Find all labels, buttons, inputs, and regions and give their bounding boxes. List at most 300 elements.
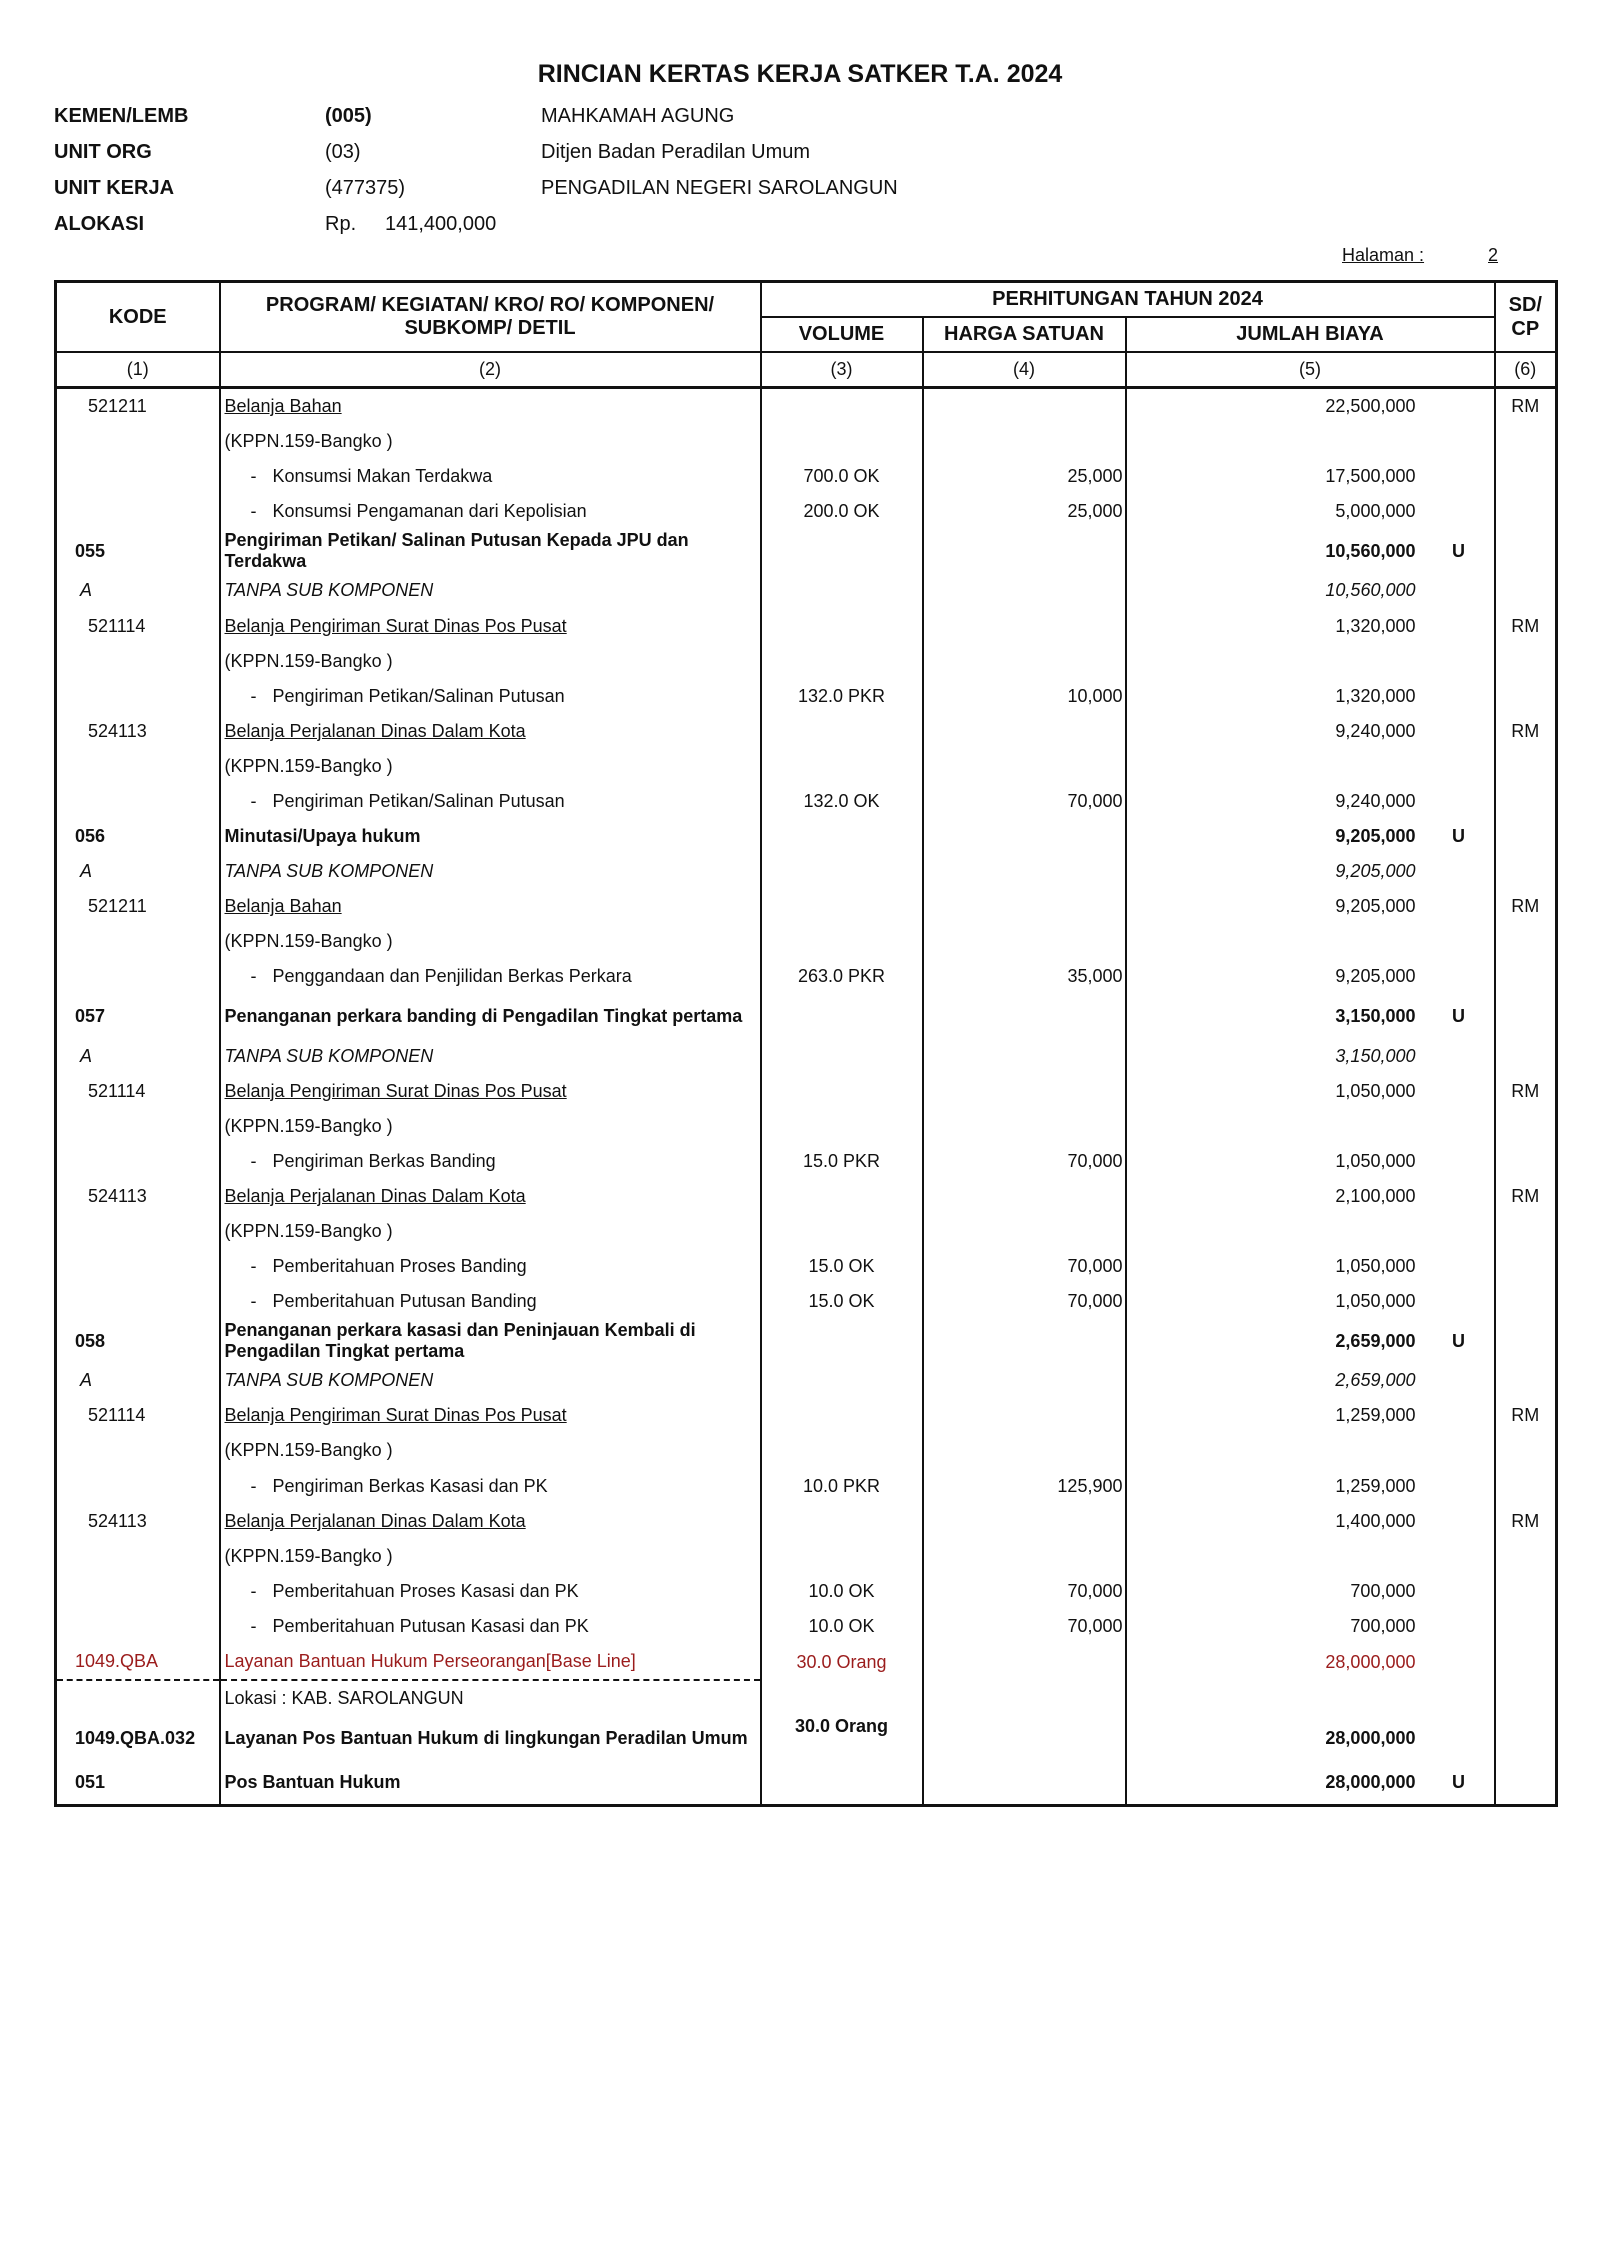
row-flag (1424, 1039, 1495, 1074)
row-description (220, 924, 761, 959)
row-sdcp (1495, 1469, 1557, 1504)
row-jumlah-biaya: 9,205,000 (1126, 819, 1424, 854)
row-sdcp (1495, 1716, 1557, 1760)
row-harga-satuan (923, 995, 1126, 1039)
row-flag (1424, 1680, 1495, 1716)
row-harga-satuan: 25,000 (923, 459, 1126, 494)
row-jumlah-biaya: 3,150,000 (1126, 995, 1424, 1039)
row-description (220, 1433, 761, 1468)
row-jumlah-biaya: 9,240,000 (1126, 714, 1424, 749)
row-volume (761, 644, 923, 679)
row-description (220, 995, 761, 1039)
row-description-text: Belanja Pengiriman Surat Dinas Pos Pusat (224, 1080, 567, 1101)
row-description (220, 889, 761, 924)
table-row (56, 1074, 1557, 1109)
row-harga-satuan (923, 644, 1126, 679)
row-harga-satuan: 70,000 (923, 1574, 1126, 1609)
row-volume: 15.0 OK (761, 1284, 923, 1319)
row-description (220, 1074, 761, 1109)
row-kode (56, 424, 220, 459)
row-volume (761, 1504, 923, 1539)
row-kode: 521114 (56, 1074, 220, 1109)
table-row (56, 1398, 1557, 1433)
row-description-text: Penggandaan dan Penjilidan Berkas Perkara (272, 966, 632, 987)
row-description-text: Pengiriman Petikan/Salinan Putusan (272, 685, 565, 706)
row-jumlah-biaya: 9,205,000 (1126, 889, 1424, 924)
row-kode: 1049.QBA (56, 1644, 220, 1680)
row-jumlah-biaya: 1,320,000 (1126, 679, 1424, 714)
row-kode (56, 1539, 220, 1574)
row-flag: U (1424, 1760, 1495, 1806)
row-description (220, 854, 761, 889)
row-jumlah-biaya: 1,050,000 (1126, 1249, 1424, 1284)
row-harga-satuan (923, 1433, 1126, 1468)
table-row (56, 1363, 1557, 1398)
row-description (220, 1609, 761, 1644)
header-label-kemen: KEMEN/LEMB (54, 105, 189, 127)
table-row (56, 1609, 1557, 1644)
table-row (56, 679, 1557, 714)
row-description (220, 1574, 761, 1609)
row-jumlah-biaya (1126, 1214, 1424, 1249)
row-volume (761, 1433, 923, 1468)
row-sdcp (1495, 1539, 1557, 1574)
row-description-text: Layanan Pos Bantuan Hukum di lingkungan Peradilan Umum (224, 1727, 748, 1748)
table-row (56, 1319, 1557, 1363)
row-harga-satuan: 70,000 (923, 1249, 1126, 1284)
row-description (220, 1469, 761, 1504)
row-flag (1424, 1398, 1495, 1433)
row-description (220, 1144, 761, 1179)
row-harga-satuan (923, 1363, 1126, 1398)
table-row (56, 959, 1557, 994)
col-header-sdcp: SD/ CP (1495, 282, 1557, 353)
row-harga-satuan (923, 714, 1126, 749)
table-row (56, 494, 1557, 529)
row-jumlah-biaya: 9,240,000 (1126, 784, 1424, 819)
budget-table (54, 280, 1558, 1807)
row-kode: 051 (56, 1760, 220, 1806)
row-sdcp (1495, 1433, 1557, 1468)
table-row (56, 1249, 1557, 1284)
row-volume (761, 1680, 923, 1716)
row-jumlah-biaya: 10,560,000 (1126, 573, 1424, 608)
row-description (220, 424, 761, 459)
row-jumlah-biaya: 28,000,000 (1126, 1760, 1424, 1806)
row-volume (761, 1319, 923, 1363)
row-flag (1424, 749, 1495, 784)
row-kode: 521211 (56, 388, 220, 425)
row-harga-satuan (923, 1109, 1126, 1144)
row-description-text: (KPPN.159-Bangko ) (224, 755, 393, 776)
row-flag (1424, 573, 1495, 608)
row-sdcp (1495, 1214, 1557, 1249)
row-sdcp (1495, 459, 1557, 494)
header-code-kemen: (005) (325, 105, 372, 127)
detail-dash: - (250, 501, 257, 522)
row-description-text: (KPPN.159-Bangko ) (224, 1115, 393, 1136)
row-volume (761, 1363, 923, 1398)
table-row (56, 1504, 1557, 1539)
row-volume (761, 1039, 923, 1074)
row-kode: 1049.QBA.032 (56, 1716, 220, 1760)
table-row (56, 854, 1557, 889)
row-kode: 521211 (56, 889, 220, 924)
table-row (56, 573, 1557, 608)
row-jumlah-biaya (1126, 644, 1424, 679)
row-description-text: Belanja Bahan (224, 396, 342, 417)
table-row (56, 1433, 1557, 1468)
row-volume (761, 1109, 923, 1144)
row-kode: 521114 (56, 608, 220, 643)
detail-dash: - (250, 466, 257, 487)
row-flag (1424, 1469, 1495, 1504)
row-sdcp: RM (1495, 1504, 1557, 1539)
row-description-text: Pemberitahuan Proses Banding (272, 1256, 527, 1277)
table-row (56, 1109, 1557, 1144)
row-harga-satuan (923, 1179, 1126, 1214)
row-kode (56, 679, 220, 714)
row-volume: 132.0 OK (761, 784, 923, 819)
row-sdcp (1495, 1319, 1557, 1363)
row-sdcp (1495, 784, 1557, 819)
row-flag (1424, 1644, 1495, 1680)
row-description-text: Belanja Perjalanan Dinas Dalam Kota (224, 1510, 526, 1531)
header-code-unit-kerja: (477375) (325, 177, 406, 199)
row-harga-satuan (923, 889, 1126, 924)
row-kode (56, 959, 220, 994)
row-flag (1424, 1249, 1495, 1284)
page-number: 2 (1488, 245, 1499, 265)
row-volume: 263.0 PKR (761, 959, 923, 994)
row-description (220, 959, 761, 994)
row-harga-satuan (923, 749, 1126, 784)
row-volume (761, 924, 923, 959)
table-row (56, 1039, 1557, 1074)
row-jumlah-biaya (1126, 749, 1424, 784)
table-row (56, 1574, 1557, 1609)
row-kode: 521114 (56, 1398, 220, 1433)
row-volume (761, 608, 923, 643)
row-description (220, 1363, 761, 1398)
row-harga-satuan (923, 424, 1126, 459)
row-description-text: Pemberitahuan Putusan Banding (272, 1291, 537, 1312)
row-kode (56, 1680, 220, 1716)
row-volume (761, 854, 923, 889)
row-flag (1424, 1539, 1495, 1574)
row-harga-satuan (923, 608, 1126, 643)
row-sdcp (1495, 494, 1557, 529)
row-jumlah-biaya (1126, 1433, 1424, 1468)
row-kode (56, 1249, 220, 1284)
row-jumlah-biaya: 5,000,000 (1126, 494, 1424, 529)
row-volume (761, 1179, 923, 1214)
row-harga-satuan (923, 1539, 1126, 1574)
row-jumlah-biaya: 700,000 (1126, 1609, 1424, 1644)
row-sdcp (1495, 573, 1557, 608)
row-description-text: Konsumsi Makan Terdakwa (272, 466, 493, 487)
header-value-kemen: MAHKAMAH AGUNG (541, 105, 735, 127)
row-volume (761, 529, 923, 573)
row-sdcp: RM (1495, 1074, 1557, 1109)
row-kode (56, 1574, 220, 1609)
row-kode (56, 1284, 220, 1319)
row-volume (761, 889, 923, 924)
row-sdcp (1495, 749, 1557, 784)
row-description (220, 644, 761, 679)
row-harga-satuan (923, 1680, 1126, 1716)
row-description-text: Layanan Bantuan Hukum Perseorangan[Base Line] (224, 1651, 636, 1672)
row-kode: A (56, 573, 220, 608)
col-header-volume: VOLUME (761, 317, 923, 352)
col-header-kode: KODE (56, 282, 220, 353)
row-description (220, 1109, 761, 1144)
row-kode (56, 1109, 220, 1144)
row-jumlah-biaya: 28,000,000 (1126, 1716, 1424, 1760)
row-harga-satuan: 10,000 (923, 679, 1126, 714)
row-description-text: Minutasi/Upaya hukum (224, 826, 421, 847)
table-row (56, 1760, 1557, 1806)
document-title: RINCIAN KERTAS KERJA SATKER T.A. 2024 (537, 60, 1063, 88)
row-description-text: Konsumsi Pengamanan dari Kepolisian (272, 501, 587, 522)
header-label-unit-kerja: UNIT KERJA (54, 177, 175, 199)
row-harga-satuan: 125,900 (923, 1469, 1126, 1504)
row-sdcp (1495, 1680, 1557, 1716)
row-description (220, 784, 761, 819)
row-jumlah-biaya: 1,259,000 (1126, 1398, 1424, 1433)
row-description (220, 1398, 761, 1433)
row-description-text: (KPPN.159-Bangko ) (224, 931, 393, 952)
col-number: (1) (56, 352, 220, 388)
row-jumlah-biaya: 1,050,000 (1126, 1074, 1424, 1109)
row-flag (1424, 608, 1495, 643)
row-sdcp (1495, 819, 1557, 854)
table-row (56, 529, 1557, 573)
row-jumlah-biaya (1126, 424, 1424, 459)
detail-dash: - (250, 790, 257, 811)
row-description-text: (KPPN.159-Bangko ) (224, 1440, 393, 1461)
row-jumlah-biaya: 22,500,000 (1126, 388, 1424, 425)
row-kode: 055 (56, 529, 220, 573)
row-description-text: Pengiriman Berkas Banding (272, 1150, 496, 1171)
row-volume (761, 1539, 923, 1574)
header-code-unit-org: (03) (325, 141, 361, 163)
row-kode (56, 644, 220, 679)
detail-dash: - (250, 1150, 257, 1171)
row-volume: 200.0 OK (761, 494, 923, 529)
row-flag (1424, 1214, 1495, 1249)
row-description (220, 714, 761, 749)
row-flag (1424, 424, 1495, 459)
row-kode (56, 494, 220, 529)
row-sdcp: RM (1495, 608, 1557, 643)
row-volume: 15.0 OK (761, 1249, 923, 1284)
row-description-text: Lokasi : KAB. SAROLANGUN (224, 1688, 464, 1709)
row-kode (56, 784, 220, 819)
row-sdcp (1495, 1144, 1557, 1179)
row-description (220, 388, 761, 425)
row-sdcp (1495, 924, 1557, 959)
row-flag (1424, 1609, 1495, 1644)
table-row (56, 784, 1557, 819)
row-volume (761, 819, 923, 854)
table-row (56, 1644, 1557, 1680)
row-flag: U (1424, 995, 1495, 1039)
row-description-text: Pengiriman Berkas Kasasi dan PK (272, 1475, 548, 1496)
table-row (56, 995, 1557, 1039)
table-row (56, 819, 1557, 854)
row-volume (761, 573, 923, 608)
row-jumlah-biaya: 2,100,000 (1126, 1179, 1424, 1214)
row-volume (761, 1214, 923, 1249)
row-flag (1424, 644, 1495, 679)
row-jumlah-biaya: 700,000 (1126, 1574, 1424, 1609)
header-value-unit-org: Ditjen Badan Peradilan Umum (541, 141, 811, 163)
row-description-text: TANPA SUB KOMPONEN (224, 1370, 434, 1391)
row-description (220, 749, 761, 784)
row-sdcp (1495, 1249, 1557, 1284)
row-flag (1424, 714, 1495, 749)
row-harga-satuan (923, 1760, 1126, 1806)
table-row (56, 1214, 1557, 1249)
row-description-text: Penanganan perkara banding di Pengadilan Tingkat pertama (224, 1006, 743, 1026)
row-flag (1424, 784, 1495, 819)
row-harga-satuan: 35,000 (923, 959, 1126, 994)
row-kode (56, 1609, 220, 1644)
row-jumlah-biaya: 1,050,000 (1126, 1284, 1424, 1319)
col-number: (6) (1495, 352, 1557, 388)
row-harga-satuan (923, 924, 1126, 959)
row-sdcp (1495, 854, 1557, 889)
row-flag (1424, 679, 1495, 714)
row-description-text: Belanja Perjalanan Dinas Dalam Kota (224, 1185, 526, 1206)
col-header-program: PROGRAM/ KEGIATAN/ KRO/ RO/ KOMPONEN/ SUBKOMP/ DETIL (220, 282, 761, 353)
row-jumlah-biaya (1126, 1539, 1424, 1574)
row-harga-satuan: 25,000 (923, 494, 1126, 529)
detail-dash: - (250, 685, 257, 706)
row-volume (761, 388, 923, 425)
row-flag: U (1424, 1319, 1495, 1363)
row-flag (1424, 1144, 1495, 1179)
detail-dash: - (250, 1475, 257, 1496)
row-kode: 524113 (56, 1504, 220, 1539)
row-sdcp (1495, 1609, 1557, 1644)
table-row (56, 749, 1557, 784)
row-kode: 057 (56, 995, 220, 1039)
row-jumlah-biaya: 2,659,000 (1126, 1319, 1424, 1363)
row-sdcp (1495, 424, 1557, 459)
row-harga-satuan (923, 854, 1126, 889)
row-sdcp (1495, 1363, 1557, 1398)
table-row (56, 1469, 1557, 1504)
row-flag (1424, 924, 1495, 959)
row-description-text: Belanja Bahan (224, 896, 342, 917)
row-kode (56, 924, 220, 959)
row-description-text: Pos Bantuan Hukum (224, 1771, 401, 1792)
row-description (220, 1760, 761, 1806)
row-flag: U (1424, 819, 1495, 854)
page-label: Halaman : (1342, 245, 1425, 265)
row-sdcp: RM (1495, 889, 1557, 924)
row-description (220, 1539, 761, 1574)
row-description-text: (KPPN.159-Bangko ) (224, 1221, 393, 1242)
row-volume: 30.0 Orang (761, 1716, 923, 1760)
row-sdcp: RM (1495, 1398, 1557, 1433)
row-sdcp (1495, 529, 1557, 573)
row-sdcp (1495, 1760, 1557, 1806)
row-volume (761, 749, 923, 784)
row-description-text: TANPA SUB KOMPONEN (224, 861, 434, 882)
row-description (220, 1680, 761, 1716)
row-description (220, 1504, 761, 1539)
row-jumlah-biaya: 17,500,000 (1126, 459, 1424, 494)
row-sdcp (1495, 1644, 1557, 1680)
row-harga-satuan: 70,000 (923, 784, 1126, 819)
row-description-text: Pemberitahuan Proses Kasasi dan PK (272, 1580, 579, 1601)
row-flag (1424, 1433, 1495, 1468)
row-jumlah-biaya: 3,150,000 (1126, 1039, 1424, 1074)
row-flag: U (1424, 529, 1495, 573)
row-flag (1424, 459, 1495, 494)
detail-dash: - (250, 1580, 257, 1601)
row-volume (761, 1760, 923, 1806)
row-description-text: Belanja Pengiriman Surat Dinas Pos Pusat (224, 615, 567, 636)
table-row (56, 714, 1557, 749)
row-description (220, 459, 761, 494)
row-description (220, 1249, 761, 1284)
row-harga-satuan: 70,000 (923, 1144, 1126, 1179)
row-sdcp (1495, 644, 1557, 679)
row-description (220, 1214, 761, 1249)
table-row (56, 1680, 1557, 1716)
row-kode: 524113 (56, 714, 220, 749)
row-flag (1424, 1574, 1495, 1609)
column-number-row (56, 352, 1557, 388)
row-jumlah-biaya (1126, 1109, 1424, 1144)
row-volume: 700.0 OK (761, 459, 923, 494)
row-description-text: Pengiriman Petikan/Salinan Putusan (272, 790, 565, 811)
detail-dash: - (250, 1256, 257, 1277)
header-code-alokasi: Rp. (325, 213, 357, 235)
row-flag (1424, 854, 1495, 889)
row-jumlah-biaya: 2,659,000 (1126, 1363, 1424, 1398)
col-header-harga: HARGA SATUAN (923, 317, 1126, 352)
row-kode (56, 1469, 220, 1504)
row-flag (1424, 1074, 1495, 1109)
table-row (56, 1539, 1557, 1574)
row-harga-satuan (923, 1504, 1126, 1539)
row-volume: 30.0 Orang (761, 1644, 923, 1680)
row-kode: A (56, 1039, 220, 1074)
row-sdcp (1495, 995, 1557, 1039)
row-kode: 058 (56, 1319, 220, 1363)
row-description (220, 819, 761, 854)
row-volume: 10.0 OK (761, 1609, 923, 1644)
row-harga-satuan (923, 1039, 1126, 1074)
row-sdcp (1495, 1574, 1557, 1609)
row-kode (56, 1214, 220, 1249)
table-row (56, 1179, 1557, 1214)
row-volume (761, 995, 923, 1039)
table-row (56, 1716, 1557, 1760)
row-kode (56, 459, 220, 494)
table-row (56, 388, 1557, 425)
header-value-alokasi: 141,400,000 (385, 213, 497, 235)
row-flag (1424, 1179, 1495, 1214)
table-row (56, 459, 1557, 494)
row-harga-satuan: 70,000 (923, 1284, 1126, 1319)
row-flag (1424, 1716, 1495, 1760)
